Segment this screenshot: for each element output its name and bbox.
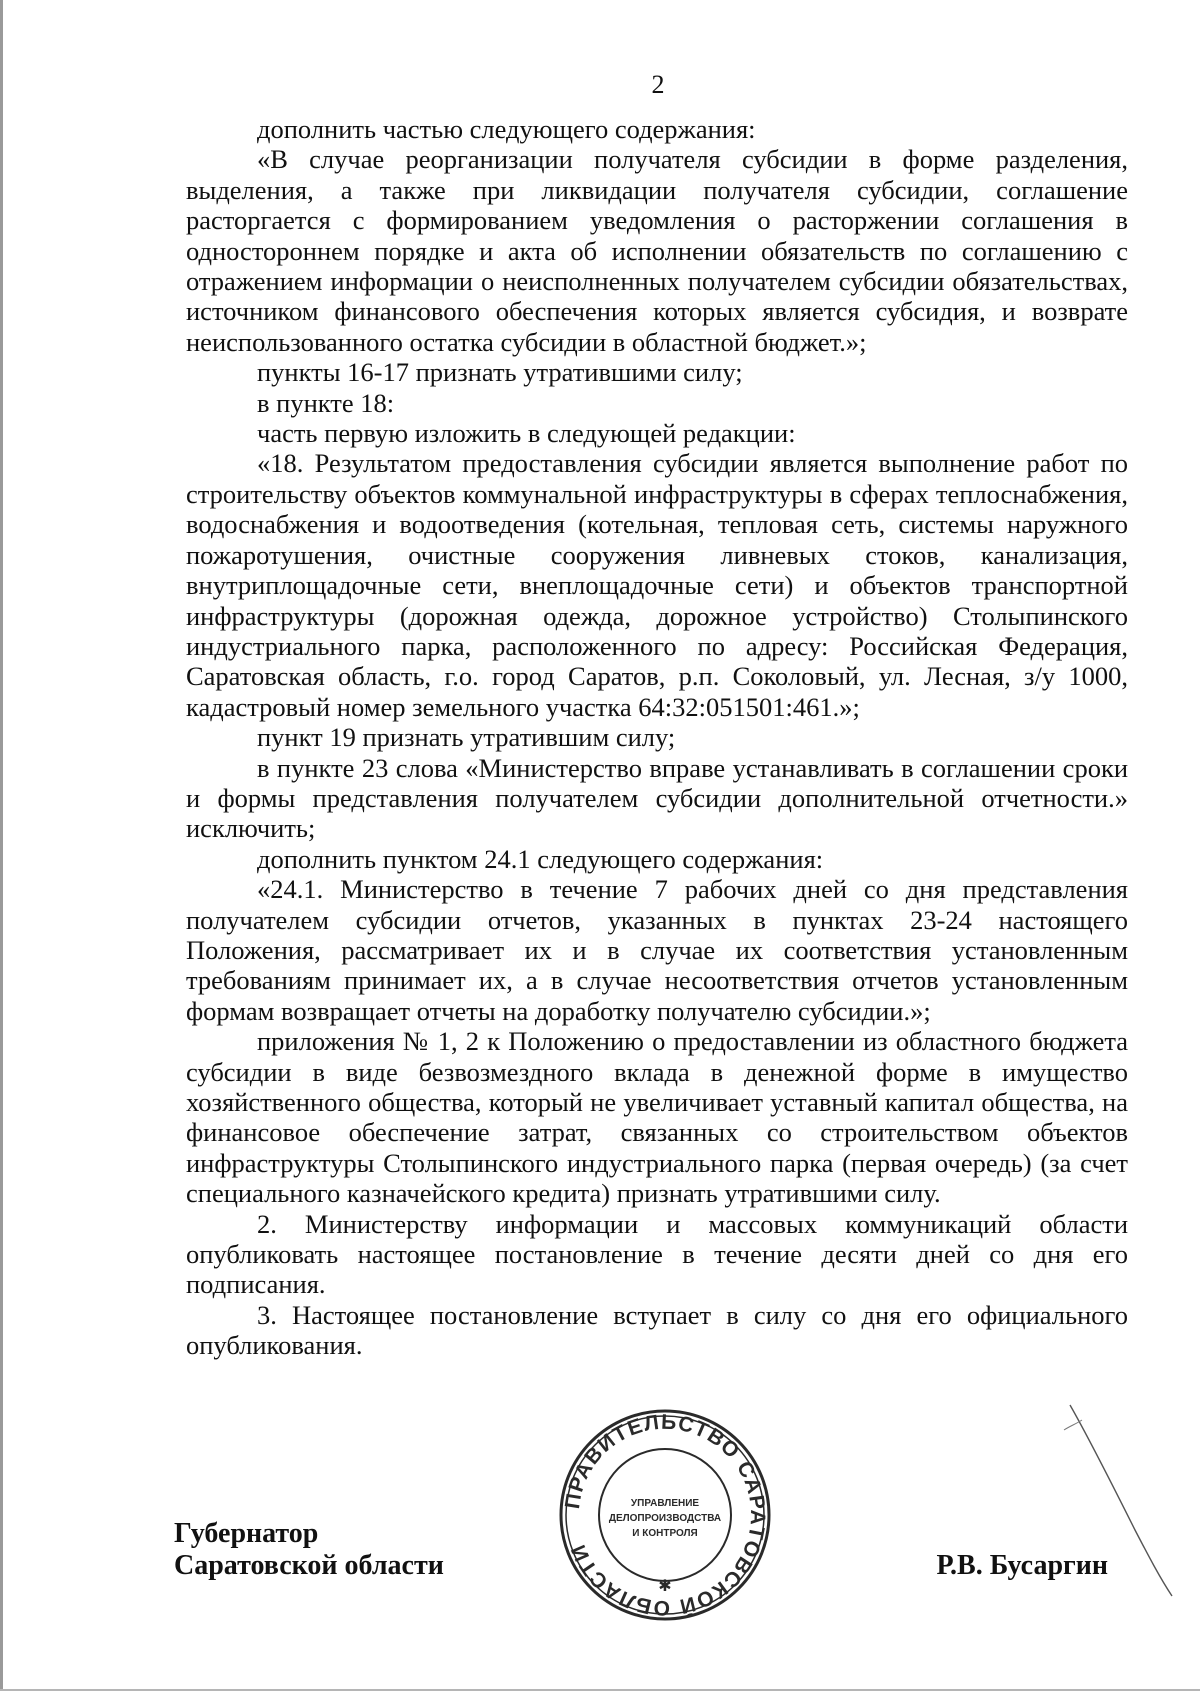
paragraph-11: приложения № 1, 2 к Положению о предоставлении из областного бюджета субсидии в виде безвозмездного вклада в денежной форме в имущество хозяйственного общества, который не увеличивает уставный капитал общества, на финансовое обеспечение затрат, связанных со строительством объектов инфраструктуры Столыпинского индустриального парка (первая очередь) (за счет специального казначейского кредита) признать утратившими силу. <box>186 1026 1128 1209</box>
paragraph-13: 3. Настоящее постановление вступает в силу со дня его официального опубликования. <box>186 1299 1128 1361</box>
paragraph-5: часть первую изложить в следующей редакции: <box>257 418 796 449</box>
signatory-title-line-1: Губернатор <box>174 1518 319 1549</box>
scan-edge-left <box>0 0 3 1691</box>
seal-inner-line-3: И КОНТРОЛЯ <box>632 1528 698 1539</box>
paragraph-10: «24.1. Министерство в течение 7 рабочих дней со дня представления получателем субсидии отчетов, указанных в пунктах 23-24 настоящего Положения, рассматривает их и в случае их соответствия установленным требованиям принимает их, а в случае несоответствия отчетов установленным формам возвращает отчеты на доработку получателю субсидии.»; <box>186 874 1128 1026</box>
paragraph-2: «В случае реорганизации получателя субсидии в форме разделения, выделения, а также при ликвидации получателя субсидии, соглашение расторгается с формированием уведомления о расторжении соглашения в одностороннем порядке и акта об исполнении обязательств по соглашению с отражением информации о неисполненных получателем субсидии обязательствах, источником финансового обеспечения которых является субсидия, и возврате неиспользованного остатка субсидии в областной бюджет.»; <box>186 144 1128 357</box>
paragraph-4: в пункте 18: <box>257 387 395 418</box>
paragraph-8: в пункте 23 слова «Министерство вправе устанавливать в соглашении сроки и формы представления получателем субсидии дополнительной отчетности.» исключить; <box>186 752 1128 844</box>
document-body <box>186 114 1128 1361</box>
paragraph-7: пункт 19 признать утратившим силу; <box>257 722 676 753</box>
paragraph-9: дополнить пунктом 24.1 следующего содержания: <box>257 843 824 874</box>
signatory-title-line-2: Саратовской области <box>174 1550 444 1581</box>
paragraph-6: «18. Результатом предоставления субсидии является выполнение работ по строительству объектов коммунальной инфраструктуры в сферах теплоснабжения, водоснабжения и водоотведения (котельная, тепловая сеть, системы наружного пожаротушения, очистные сооружения ливневых стоков, канализация, внутриплощадочные сети, внеплощадочные сети) и объектов транспортной инфраструктуры (дорожная одежда, дорожное устройство) Столыпинского индустриального парка, расположенного по адресу: Российская Федерация, Саратовская область, г.о. город Саратов, р.п. Соколовый, ул. Лесная, з/у 1000, кадастровый номер земельного участка 64:32:051501:461.»; <box>186 448 1128 722</box>
seal-inner-line-2: ДЕЛОПРОИЗВОДСТВА <box>608 1513 722 1524</box>
paragraph-12: 2. Министерству информации и массовых коммуникаций области опубликовать настоящее постановление в течение десяти дней со дня его подписания. <box>186 1208 1128 1300</box>
paragraph-1: дополнить частью следующего содержания: <box>257 114 756 144</box>
page-number: 2 <box>651 70 665 99</box>
paragraph-3: пункты 16-17 признать утратившими силу; <box>257 357 743 388</box>
seal-inner-line-1: УПРАВЛЕНИЕ <box>630 1498 700 1509</box>
official-seal-stamp <box>557 1407 773 1623</box>
signatory-name: Р.В. Бусаргин <box>936 1550 1108 1581</box>
seal-outer-text: ПРАВИТЕЛЬСТВО САРАТОВСКОЙ ОБЛАСТИ <box>560 1410 770 1620</box>
seal-star-icon: ✱ <box>658 1578 672 1595</box>
signatory-title <box>174 1518 444 1582</box>
